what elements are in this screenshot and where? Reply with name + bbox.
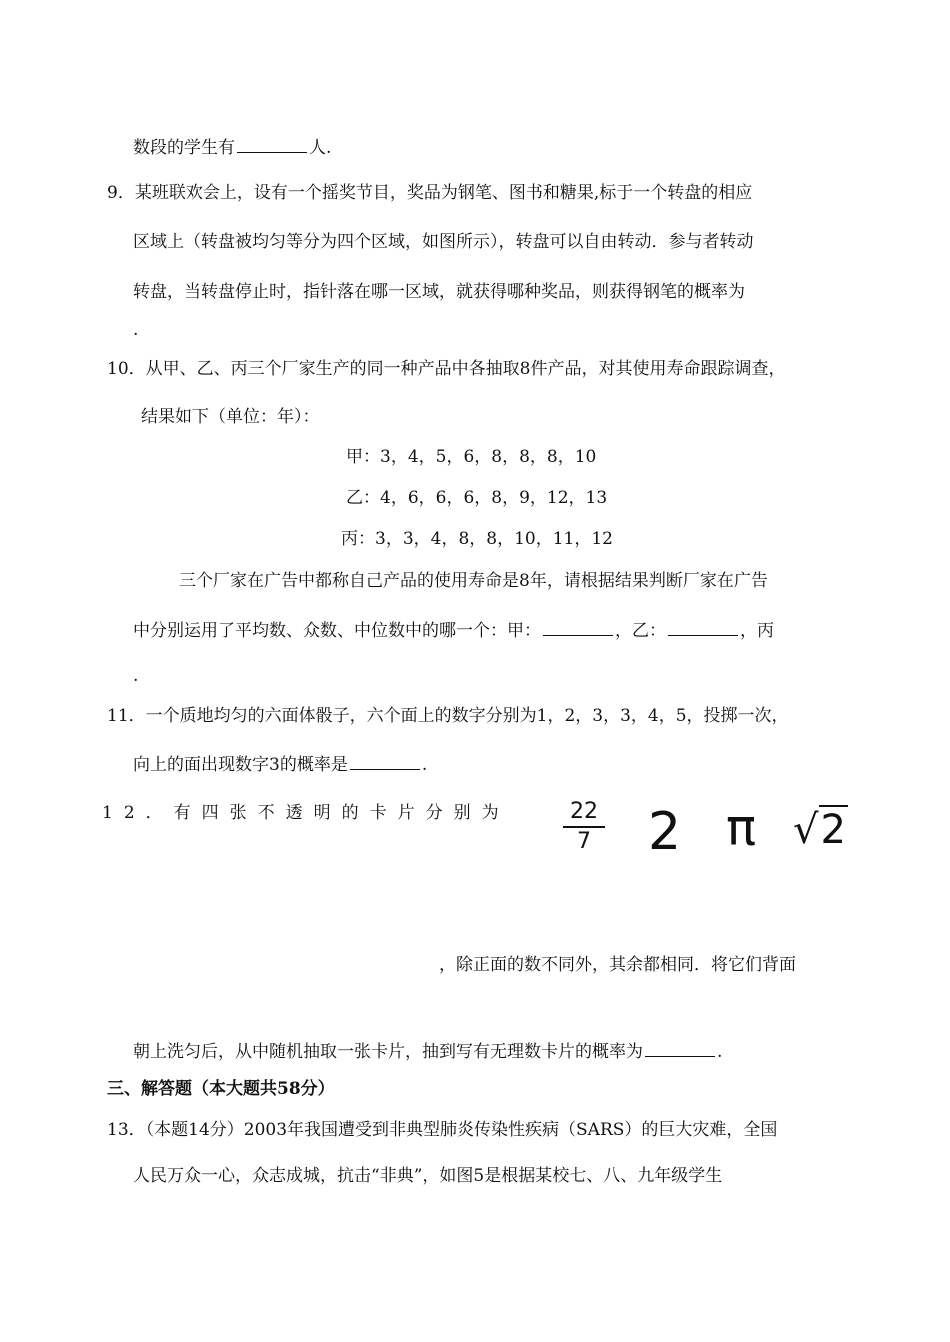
card-fraction-22-7 <box>563 799 605 855</box>
q10-line-2: 结果如下（单位：年）： <box>141 407 320 427</box>
q8-tail-end: 人. <box>309 138 332 158</box>
sqrt-argument: 2 <box>820 807 846 853</box>
q9-line-4: . <box>133 320 139 340</box>
q10-line-4-text: 中分别运用了平均数、众数、中位数中的哪一个：甲： <box>133 621 541 641</box>
q12-line-3-end: . <box>717 1042 723 1062</box>
q13-line-2: 人民万众一心，众志成城，抗击“非典”，如图5是根据某校七、八、九年级学生 <box>133 1166 723 1186</box>
card-pi: π <box>726 799 757 857</box>
q10-line-4-end: ，丙 <box>740 621 774 641</box>
q10-answer-blank-yi[interactable] <box>668 617 738 636</box>
q13-line-1: 13．（本题14分）2003年我国遭受到非典型肺炎传染性疾病（SARS）的巨大灾难，全国 <box>107 1120 778 1140</box>
q12-line-3 <box>133 1038 722 1064</box>
section-3-heading: 三、解答题（本大题共58分） <box>107 1079 335 1099</box>
card-fraction-denominator: 7 <box>577 829 591 854</box>
q12-line-3-text: 朝上洗匀后，从中随机抽取一张卡片，抽到写有无理数卡片的概率为 <box>133 1042 643 1062</box>
card-fraction-bar <box>563 826 605 828</box>
q11-line-2 <box>133 751 427 777</box>
q11-answer-blank[interactable] <box>350 751 420 770</box>
q11-line-1: 11．一个质地均匀的六面体骰子，六个面上的数字分别为1，2，3，3，4，5，投掷一次， <box>107 706 789 726</box>
q9-line-3: 转盘，当转盘停止时，指针落在哪一区域，就获得哪种奖品，则获得钢笔的概率为 <box>133 282 745 302</box>
q10-line-4-mid: ，乙： <box>615 621 666 641</box>
q11-line-2-end: . <box>421 755 428 775</box>
q9-line-1: 9．某班联欢会上，设有一个摇奖节目，奖品为钢笔、图书和糖果,标于一个转盘的相应 <box>107 183 753 203</box>
q10-data-bing: 丙：3，3，4，8，8，10，11，12 <box>341 529 613 549</box>
q12-line-2: ，除正面的数不同外，其余都相同．将它们背面 <box>439 955 796 975</box>
q10-line-4 <box>133 617 774 643</box>
q11-line-2-text: 向上的面出现数字3的概率是 <box>133 755 348 775</box>
q8-tail-text: 数段的学生有 <box>133 138 235 158</box>
card-sqrt-two <box>793 805 848 855</box>
card-fraction-numerator: 22 <box>570 799 598 824</box>
q12-line-1: 12．有四张不透明的卡片分别为 <box>102 803 510 823</box>
q9-line-2: 区域上（转盘被均匀等分为四个区域，如图所示），转盘可以自由转动．参与者转动 <box>133 232 754 252</box>
sqrt-sign-icon: √ <box>793 807 819 853</box>
card-two: 2 <box>648 802 682 862</box>
q10-line-3: 三个厂家在广告中都称自己产品的使用寿命是8年，请根据结果判断厂家在广告 <box>179 571 768 591</box>
q10-data-yi: 乙：4，6，6，6，8，9，12，13 <box>346 488 608 508</box>
q12-answer-blank[interactable] <box>645 1038 715 1057</box>
q10-line-1: 10．从甲、乙、丙三个厂家生产的同一种产品中各抽取8件产品，对其使用寿命跟踪调查， <box>107 359 786 379</box>
q10-answer-blank-jia[interactable] <box>543 617 613 636</box>
q8-answer-blank[interactable] <box>237 134 307 153</box>
q8-tail-line <box>133 134 331 160</box>
q10-data-jia: 甲：3，4，5，6，8，8，8，10 <box>346 447 597 467</box>
q10-line-5: . <box>133 666 139 686</box>
